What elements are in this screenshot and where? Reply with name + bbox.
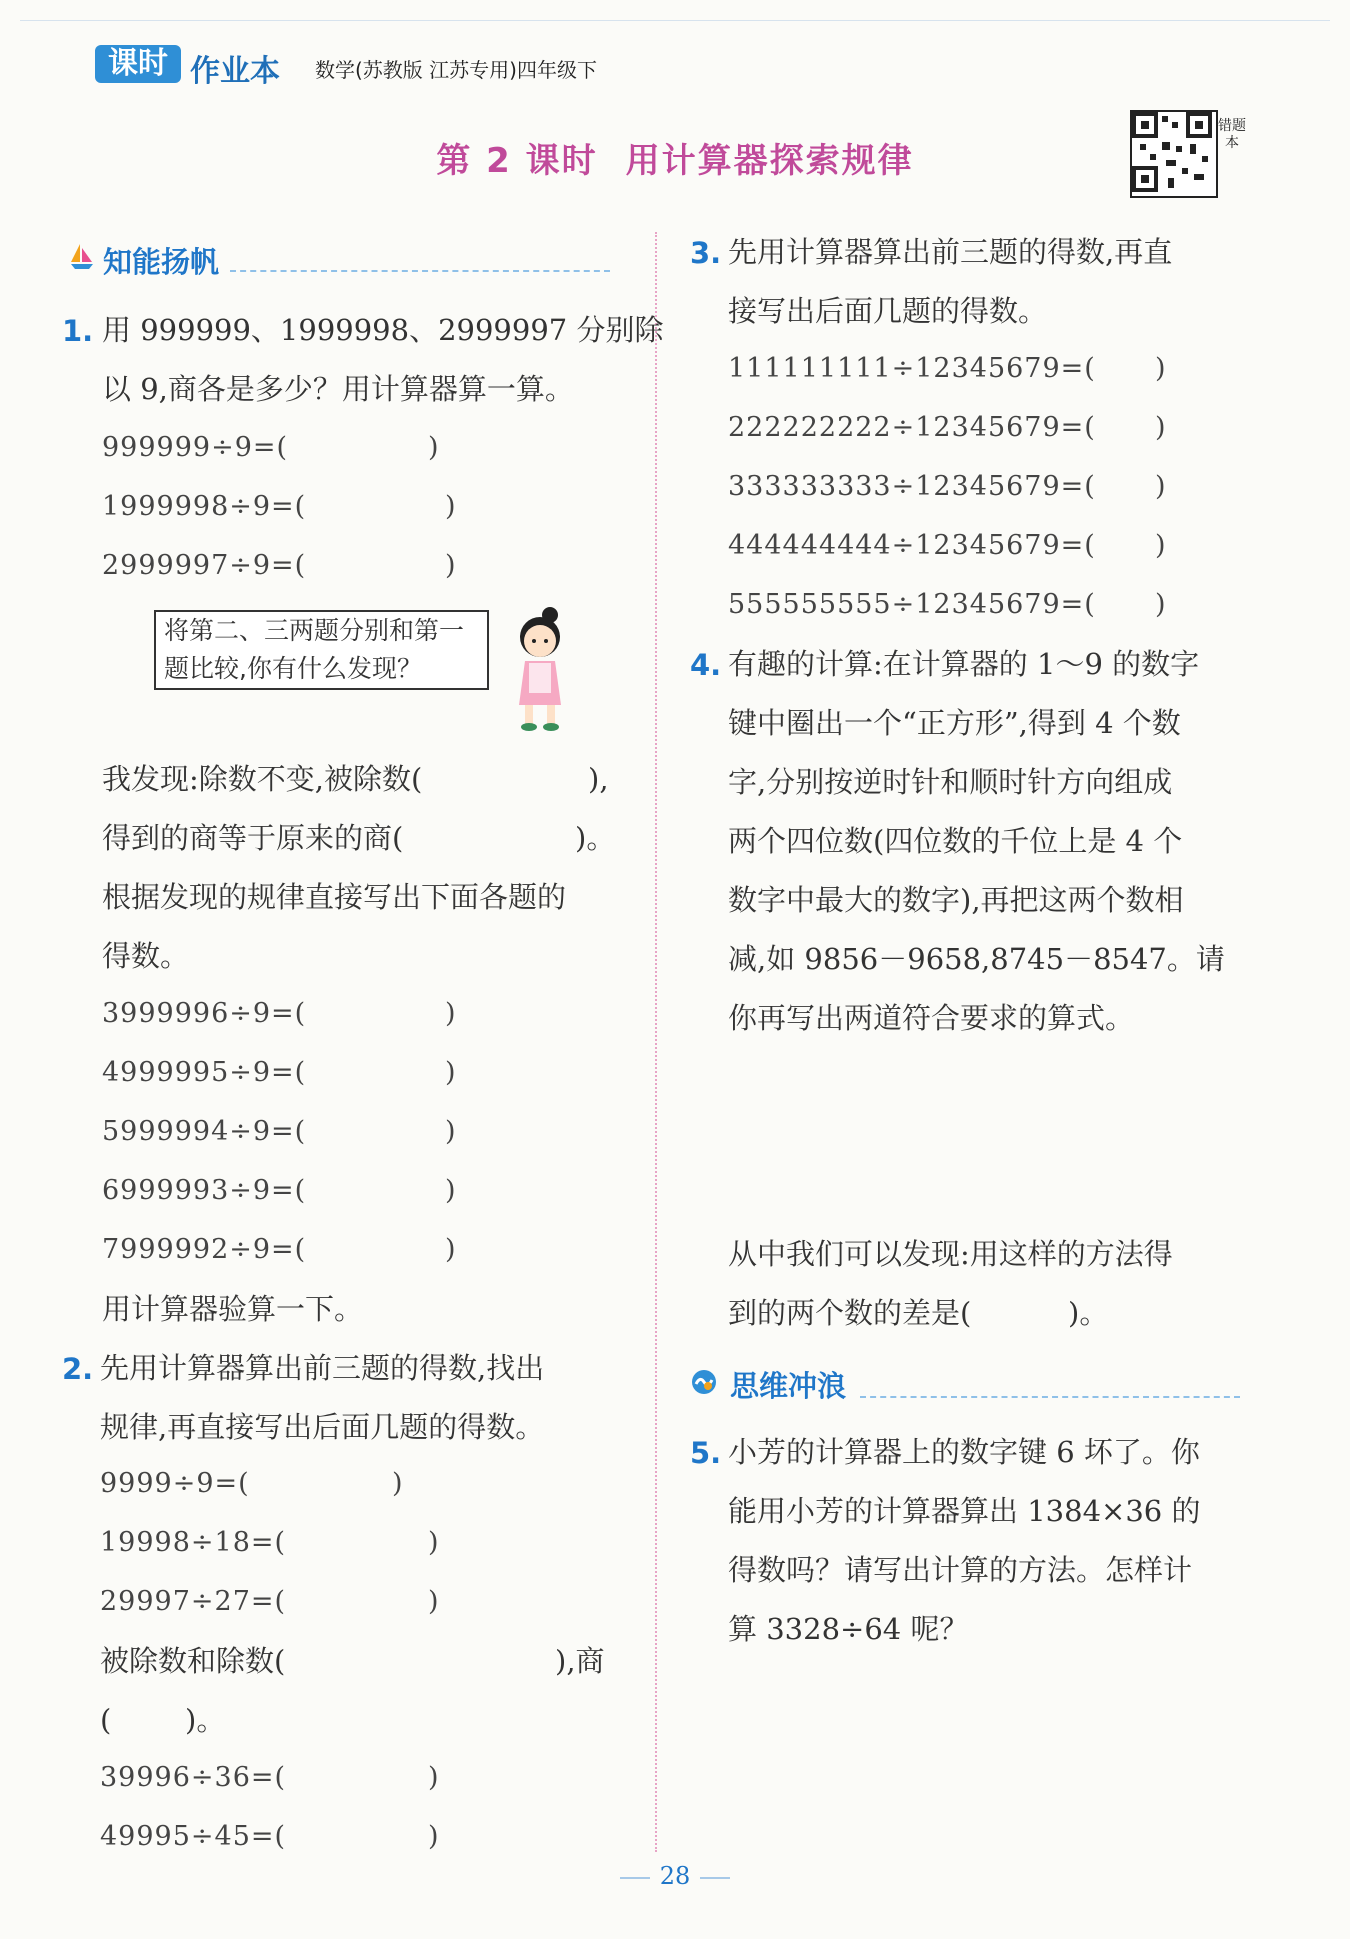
answer-close: ) [1155, 530, 1167, 561]
q2-equation: 49995÷45=( [100, 1821, 287, 1852]
q1-equation: 999999÷9=( [102, 432, 289, 463]
q1-finding: )。 [575, 821, 616, 855]
q4-line: 有趣的计算:在计算器的 1～9 的数字 [728, 647, 1200, 681]
header-rule [20, 20, 1330, 21]
q2-line: 规律,再直接写出后面几题的得数。 [100, 1410, 545, 1444]
q1-number: 1. [62, 314, 94, 348]
q1-finding: 我发现:除数不变,被除数( [102, 762, 423, 796]
mistake-book-tag: 错题本 [1218, 118, 1246, 151]
answer-close: ) [445, 998, 457, 1029]
q5-line: 得数吗？请写出计算的方法。怎样计 [728, 1553, 1193, 1587]
column-divider [655, 232, 657, 1852]
q3-number: 3. [690, 236, 722, 270]
answer-close: ) [428, 1762, 440, 1793]
speech-bubble: 将第二、三两题分别和第一题比较,你有什么发现？ [154, 610, 489, 690]
q5-line: 能用小芳的计算器算出 1384×36 的 [728, 1494, 1201, 1528]
lesson-name: 用计算器探索规律 [625, 141, 914, 181]
q1-equation: 6999993÷9=( [102, 1175, 307, 1206]
q2-rule: )。 [185, 1703, 226, 1737]
q3-equation: 333333333÷12345679=( [728, 471, 1096, 502]
q4-finding: 从中我们可以发现:用这样的方法得 [728, 1237, 1173, 1271]
q2-rule: ( [100, 1703, 112, 1737]
q1-equation: 2999997÷9=( [102, 550, 307, 581]
q4-line: 减,如 9856－9658,8745－8547。请 [728, 942, 1225, 976]
brand-logo-box: 课时 [95, 45, 181, 83]
section-title-siwei: 思维冲浪 [730, 1369, 847, 1403]
q2-equation: 39996÷36=( [100, 1762, 287, 1793]
answer-close: ) [445, 1234, 457, 1265]
girl-character-icon [505, 605, 575, 735]
section-underline [860, 1396, 1240, 1398]
lesson-number: 第 2 课时 [436, 141, 598, 181]
q4-line: 两个四位数(四位数的千位上是 4 个 [728, 824, 1183, 858]
page-number-dash [700, 1877, 730, 1879]
answer-close: ) [392, 1468, 404, 1499]
q2-equation: 19998÷18=( [100, 1527, 287, 1558]
q5-line: 算 3328÷64 呢？ [728, 1612, 969, 1646]
q1-finding: 根据发现的规律直接写出下面各题的 [102, 880, 567, 914]
q2-rule: 被除数和除数( [100, 1644, 286, 1678]
q1-line: 用 999999、1999998、2999997 分别除 [102, 313, 664, 347]
answer-close: ) [428, 432, 440, 463]
q1-finding: 得到的商等于原来的商( [102, 821, 404, 855]
answer-close: ) [445, 1175, 457, 1206]
q3-line: 先用计算器算出前三题的得数,再直 [728, 235, 1173, 269]
q3-equation: 555555555÷12345679=( [728, 589, 1096, 620]
qr-code-icon[interactable] [1130, 110, 1218, 198]
q1-finding: ), [588, 762, 609, 796]
answer-close: ) [1155, 412, 1167, 443]
q1-finding: 得数。 [102, 939, 190, 973]
q2-equation: 9999÷9=( [100, 1468, 250, 1499]
q4-line: 字,分别按逆时针和顺时针方向组成 [728, 765, 1173, 799]
q1-line: 以 9,商各是多少？用计算器算一算。 [102, 372, 574, 406]
q2-equation: 29997÷27=( [100, 1586, 287, 1617]
answer-close: ) [445, 1057, 457, 1088]
q3-line: 接写出后面几题的得数。 [728, 294, 1048, 328]
q1-equation: 4999995÷9=( [102, 1057, 307, 1088]
answer-close: ) [428, 1821, 440, 1852]
q4-line: 键中圈出一个“正方形”,得到 4 个数 [728, 706, 1181, 740]
q1-equation: 7999992÷9=( [102, 1234, 307, 1265]
q2-number: 2. [62, 1352, 94, 1386]
q4-line: 数字中最大的数字),再把这两个数相 [728, 883, 1184, 917]
q3-equation: 111111111÷12345679=( [728, 353, 1096, 384]
answer-close: ) [1155, 471, 1167, 502]
brand-name: 作业本 [190, 54, 280, 89]
answer-close: ) [445, 491, 457, 522]
wave-icon [690, 1368, 718, 1396]
answer-close: ) [428, 1527, 440, 1558]
page-number-value: 28 [659, 1862, 691, 1890]
q3-equation: 444444444÷12345679=( [728, 530, 1096, 561]
q5-number: 5. [690, 1436, 722, 1470]
q4-finding: 到的两个数的差是( [728, 1296, 972, 1330]
q3-equation: 222222222÷12345679=( [728, 412, 1096, 443]
answer-close: ) [445, 1116, 457, 1147]
q4-number: 4. [690, 648, 722, 682]
page-number [0, 1862, 1350, 1890]
q1-equation: 1999998÷9=( [102, 491, 307, 522]
page-number-dash [620, 1877, 650, 1879]
answer-close: ) [445, 550, 457, 581]
q5-line: 小芳的计算器上的数字键 6 坏了。你 [728, 1435, 1200, 1469]
book-subtitle: 数学(苏教版 江苏专用)四年级下 [315, 58, 597, 82]
sailboat-icon [68, 242, 96, 270]
q2-rule: ),商 [555, 1644, 605, 1678]
answer-close: ) [428, 1586, 440, 1617]
section-title-zhineng: 知能扬帆 [103, 245, 220, 279]
answer-close: ) [1155, 589, 1167, 620]
q1-verify: 用计算器验算一下。 [102, 1292, 364, 1326]
q1-equation: 5999994÷9=( [102, 1116, 307, 1147]
q4-line: 你再写出两道符合要求的算式。 [728, 1001, 1135, 1035]
section-underline [230, 270, 610, 272]
answer-close: ) [1155, 353, 1167, 384]
q4-finding: )。 [1068, 1296, 1109, 1330]
q1-equation: 3999996÷9=( [102, 998, 307, 1029]
q2-line: 先用计算器算出前三题的得数,找出 [100, 1351, 545, 1385]
